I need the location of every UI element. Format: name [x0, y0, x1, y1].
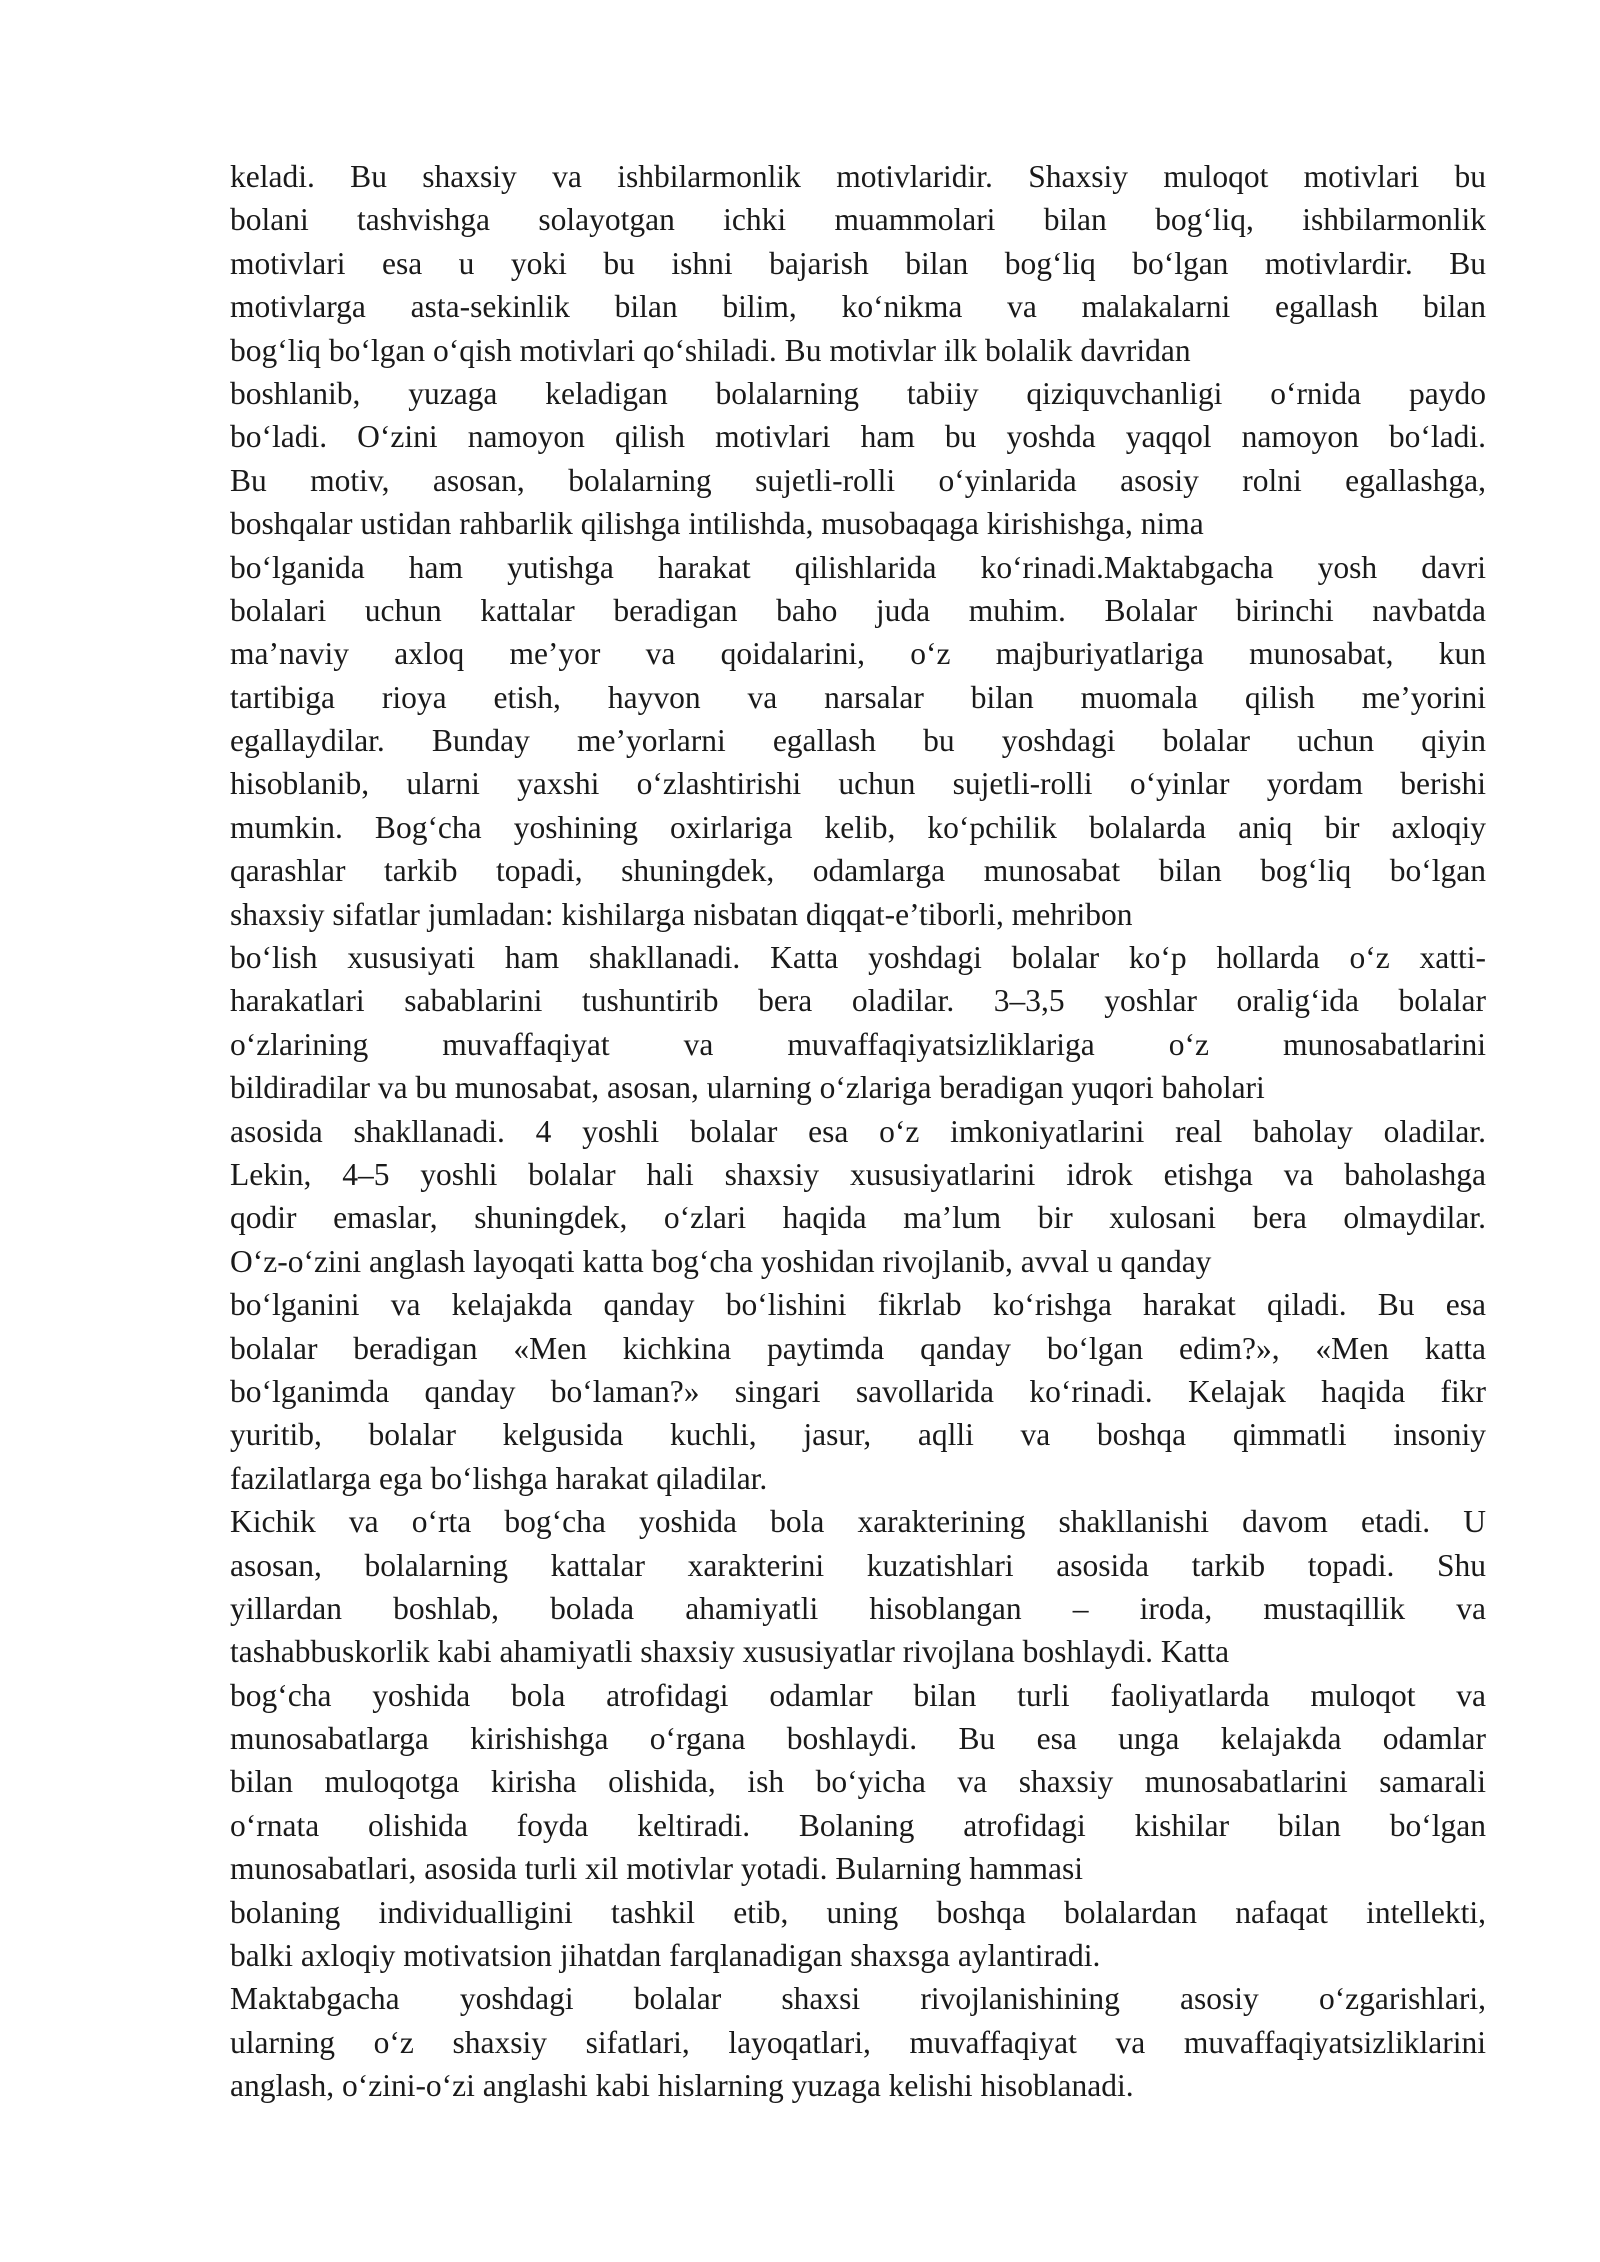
text-line: bo‘lganimda qanday bo‘laman?» singari savollarida ko‘rinadi. Kelajak haqida fikr: [230, 1373, 1486, 1409]
text-line: qarashlar tarkib topadi, shuningdek, odamlarga munosabat bilan bog‘liq bo‘lgan: [230, 853, 1486, 889]
text-line: bolalar beradigan «Men kichkina paytimda qanday bo‘lgan edim?», «Men katta: [230, 1330, 1486, 1366]
text-line: fazilatlarga ega bo‘lishga harakat qiladilar.: [230, 1460, 768, 1496]
text-line: hisoblanib, ularni yaxshi o‘zlashtirishi uchun sujetli-rolli o‘yinlar yordam berishi: [230, 766, 1486, 802]
text-line: Kichik va o‘rta bog‘cha yoshida bola xarakterining shakllanishi davom etadi. U: [230, 1504, 1486, 1540]
text-line: bo‘lish xususiyati ham shakllanadi. Katta yoshdagi bolalar ko‘p hollarda o‘z xatti-: [230, 940, 1486, 976]
text-line: tashabbuskorlik kabi ahamiyatli shaxsiy xususiyatlar rivojlana boshlaydi. Katta: [230, 1634, 1230, 1670]
text-line: motivlarga asta-sekinlik bilan bilim, ko‘nikma va malakalarni egallash bilan: [230, 289, 1486, 325]
text-line: ma’naviy axloq me’yor va qoidalarini, o‘z majburiyatlariga munosabat, kun: [230, 636, 1486, 672]
text-line: bildiradilar va bu munosabat, asosan, ularning o‘zlariga beradigan yuqori baholari: [230, 1070, 1265, 1106]
text-line: boshqalar ustidan rahbarlik qilishga intilishda, musobaqaga kirishishga, nima: [230, 506, 1204, 542]
text-line: munosabatlarga kirishishga o‘rgana boshlaydi. Bu esa unga kelajakda odamlar: [230, 1721, 1486, 1757]
text-line: bog‘liq bo‘lgan o‘qish motivlari qo‘shiladi. Bu motivlar ilk bolalik davridan: [230, 332, 1191, 368]
text-line: asosan, bolalarning kattalar xarakterini kuzatishlari asosida tarkib topadi. Shu: [230, 1547, 1486, 1583]
text-line: harakatlari sabablarini tushuntirib bera oladilar. 3–3,5 yoshlar oralig‘ida bolalar: [230, 983, 1486, 1019]
text-line: bolaning individualligini tashkil etib, uning boshqa bolalardan nafaqat intellekti,: [230, 1894, 1486, 1930]
text-line: bo‘lganida ham yutishga harakat qilishlarida ko‘rinadi.Maktabgacha yosh davri: [230, 549, 1486, 585]
text-line: yuritib, bolalar kelgusida kuchli, jasur, aqlli va boshqa qimmatli insoniy: [230, 1417, 1486, 1453]
text-line: bog‘cha yoshida bola atrofidagi odamlar bilan turli faoliyatlarda muloqot va: [230, 1677, 1486, 1713]
text-line: egallaydilar. Bunday me’yorlarni egallash bu yoshdagi bolalar uchun qiyin: [230, 723, 1486, 759]
text-line: o‘zlarining muvaffaqiyat va muvaffaqiyatsizliklariga o‘z munosabatlarini: [230, 1026, 1486, 1062]
text-line: shaxsiy sifatlar jumladan: kishilarga nisbatan diqqat-e’tiborli, mehribon: [230, 896, 1133, 932]
text-line: ularning o‘z shaxsiy sifatlari, layoqatlari, muvaffaqiyat va muvaffaqiyatsizliklarini: [230, 2024, 1486, 2060]
body-text: [230, 155, 1486, 2108]
text-line: munosabatlari, asosida turli xil motivlar yotadi. Bularning hammasi: [230, 1851, 1083, 1887]
text-line: asosida shakllanadi. 4 yoshli bolalar esa o‘z imkoniyatlarini real baholay oladilar.: [230, 1113, 1486, 1149]
text-line: bolani tashvishga solayotgan ichki muammolari bilan bog‘liq, ishbilarmonlik: [230, 202, 1486, 238]
text-line: o‘rnata olishida foyda keltiradi. Bolaning atrofidagi kishilar bilan bo‘lgan: [230, 1807, 1486, 1843]
text-line: motivlari esa u yoki bu ishni bajarish bilan bog‘liq bo‘lgan motivlardir. Bu: [230, 245, 1486, 281]
text-line: tartibiga rioya etish, hayvon va narsalar bilan muomala qilish me’yorini: [230, 679, 1486, 715]
text-line: balki axloqiy motivatsion jihatdan farqlanadigan shaxsga aylantiradi.: [230, 1938, 1101, 1974]
text-line: bilan muloqotga kirisha olishida, ish bo‘yicha va shaxsiy munosabatlarini samarali: [230, 1764, 1486, 1800]
text-line: Bu motiv, asosan, bolalarning sujetli-rolli o‘yinlarida asosiy rolni egallashga,: [230, 462, 1486, 498]
text-line: Maktabgacha yoshdagi bolalar shaxsi rivojlanishining asosiy o‘zgarishlari,: [230, 1981, 1486, 2017]
text-line: anglash, o‘zini-o‘zi anglashi kabi hislarning yuzaga kelishi hisoblanadi.: [230, 2068, 1134, 2104]
text-line: yillardan boshlab, bolada ahamiyatli hisoblangan – iroda, mustaqillik va: [230, 1590, 1486, 1626]
text-line: keladi. Bu shaxsiy va ishbilarmonlik motivlaridir. Shaxsiy muloqot motivlari bu: [230, 159, 1486, 194]
text-line: bo‘lganini va kelajakda qanday bo‘lishini fikrlab ko‘rishga harakat qiladi. Bu esa: [230, 1287, 1486, 1323]
text-line: bo‘ladi. O‘zini namoyon qilish motivlari ham bu yoshda yaqqol namoyon bo‘ladi.: [230, 419, 1486, 455]
text-line: qodir emaslar, shuningdek, o‘zlari haqida ma’lum bir xulosani bera olmaydilar.: [230, 1200, 1486, 1236]
text-line: boshlanib, yuzaga keladigan bolalarning tabiiy qiziquvchanligi o‘rnida paydo: [230, 375, 1486, 411]
text-line: O‘z-o‘zini anglash layoqati katta bog‘cha yoshidan rivojlanib, avval u qanday: [230, 1243, 1212, 1279]
text-line: bolalari uchun kattalar beradigan baho juda muhim. Bolalar birinchi navbatda: [230, 592, 1486, 628]
text-line: mumkin. Bog‘cha yoshining oxirlariga kelib, ko‘pchilik bolalarda aniq bir axloqiy: [230, 809, 1486, 845]
text-line: Lekin, 4–5 yoshli bolalar hali shaxsiy xususiyatlarini idrok etishga va baholashga: [230, 1156, 1486, 1192]
